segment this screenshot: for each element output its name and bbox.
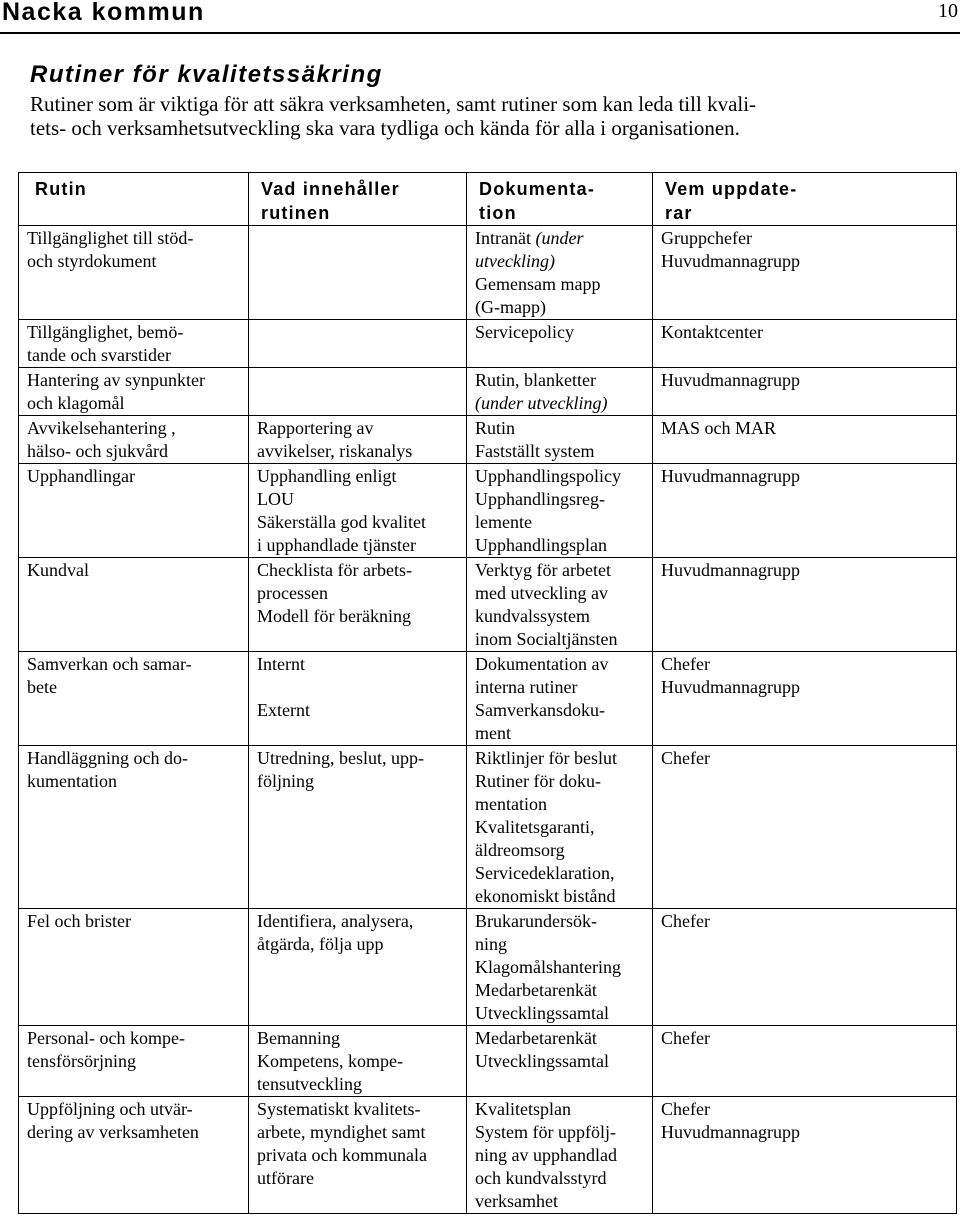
cell-line: Utvecklingssamtal xyxy=(475,1003,609,1023)
cell-rutin xyxy=(19,652,249,746)
cell-line: tande och svarstider xyxy=(27,345,171,365)
cell-vem xyxy=(653,464,957,558)
cell-line: Brukarundersök- xyxy=(475,911,597,931)
cell-line: Rapportering av xyxy=(257,418,374,438)
cell-innehall xyxy=(249,558,467,652)
table-row xyxy=(19,416,957,464)
intro-line: tets- och verksamhetsutveckling ska vara tydliga och kända för alla i organisationen. xyxy=(30,116,740,140)
cell-line: Intranät xyxy=(475,228,531,248)
section-title: Rutiner för kvalitetssäkring xyxy=(30,61,383,88)
cell-innehall xyxy=(249,652,467,746)
table-row xyxy=(19,1026,957,1097)
cell-line: ning xyxy=(475,934,508,954)
cell-vem xyxy=(653,1026,957,1097)
cell-line: Upphandling enligt xyxy=(257,466,397,486)
cell-line: Samverkan och samar- xyxy=(27,654,192,674)
cell-line: Huvudmannagrupp xyxy=(661,560,800,580)
cell-innehall xyxy=(249,746,467,909)
cell-innehall xyxy=(249,320,467,368)
cell-dokumentation xyxy=(467,464,653,558)
cell-line: och styrdokument xyxy=(27,251,157,271)
cell-line: tensutveckling xyxy=(257,1074,362,1094)
cell-innehall xyxy=(249,1026,467,1097)
cell-line: Upphandlingspolicy xyxy=(475,466,621,486)
intro-line: Rutiner som är viktiga för att säkra verksamheten, samt rutiner som kan leda till kvali- xyxy=(30,92,757,116)
cell-dokumentation xyxy=(467,320,653,368)
cell-line: mentation xyxy=(475,794,547,814)
cell-rutin xyxy=(19,746,249,909)
cell-vem xyxy=(653,746,957,909)
cell-vem xyxy=(653,909,957,1026)
header-rutin: Rutin xyxy=(19,173,249,226)
table-row xyxy=(19,226,957,320)
cell-vem xyxy=(653,320,957,368)
cell-line: (under xyxy=(535,228,584,248)
cell-line: inom Socialtjänsten xyxy=(475,629,618,649)
cell-line: Fel och brister xyxy=(27,911,131,931)
cell-line: privata och kommunala xyxy=(257,1145,427,1165)
cell-line: Chefer xyxy=(661,911,710,931)
cell-line: följning xyxy=(257,771,314,791)
cell-line: LOU xyxy=(257,489,294,509)
cell-line: hälso- och sjukvård xyxy=(27,441,168,461)
cell-line: System för uppfölj- xyxy=(475,1122,616,1142)
cell-dokumentation xyxy=(467,416,653,464)
cell-line: Systematiskt kvalitets- xyxy=(257,1099,421,1119)
cell-line: lemente xyxy=(475,512,532,532)
table-row xyxy=(19,558,957,652)
organization-name: Nacka kommun xyxy=(2,0,205,26)
cell-dokumentation xyxy=(467,368,653,416)
cell-line: Kvalitetsgaranti, xyxy=(475,817,595,837)
cell-line: (G-mapp) xyxy=(475,297,546,317)
cell-rutin xyxy=(19,558,249,652)
cell-line: avvikelser, riskanalys xyxy=(257,441,413,461)
cell-vem xyxy=(653,368,957,416)
cell-line: kundvalssystem xyxy=(475,606,590,626)
cell-line: ning av upphandlad xyxy=(475,1145,617,1165)
page-number: 10 xyxy=(938,0,958,22)
cell-line: (under utveckling) xyxy=(475,393,608,413)
cell-rutin xyxy=(19,464,249,558)
cell-rutin xyxy=(19,1097,249,1214)
cell-innehall xyxy=(249,226,467,320)
cell-line: Samverkansdoku- xyxy=(475,700,605,720)
cell-dokumentation xyxy=(467,746,653,909)
cell-line: Bemanning xyxy=(257,1028,340,1048)
cell-line: Chefer xyxy=(661,1028,710,1048)
header-innehall: Vad innehåller rutinen xyxy=(249,173,467,226)
cell-rutin xyxy=(19,368,249,416)
cell-dokumentation xyxy=(467,558,653,652)
cell-dokumentation xyxy=(467,652,653,746)
cell-innehall xyxy=(249,464,467,558)
cell-line: Chefer xyxy=(661,748,710,768)
table-row xyxy=(19,909,957,1026)
table-row xyxy=(19,1097,957,1214)
cell-line: Internt xyxy=(257,654,305,674)
cell-line: och klagomål xyxy=(27,393,125,413)
cell-line: ment xyxy=(475,723,511,743)
cell-line: Säkerställa god kvalitet xyxy=(257,512,426,532)
routines-table xyxy=(18,172,957,1214)
cell-rutin xyxy=(19,909,249,1026)
cell-line: Huvudmannagrupp xyxy=(661,677,800,697)
cell-line: verksamhet xyxy=(475,1191,558,1211)
cell-line: Huvudmannagrupp xyxy=(661,466,800,486)
blank-line xyxy=(257,676,462,699)
header-dokumentation: Dokumenta- tion xyxy=(467,173,653,226)
cell-line: Upphandlingsplan xyxy=(475,535,607,555)
cell-line: Fastställt system xyxy=(475,441,595,461)
cell-line: ekonomiskt bistånd xyxy=(475,886,616,906)
cell-line: Verktyg för arbetet xyxy=(475,560,611,580)
cell-vem xyxy=(653,416,957,464)
cell-line: Medarbetarenkät xyxy=(475,1028,597,1048)
cell-innehall xyxy=(249,1097,467,1214)
table-header-row xyxy=(19,173,957,226)
cell-line: Upphandlingsreg- xyxy=(475,489,605,509)
cell-line: i upphandlade tjänster xyxy=(257,535,416,555)
cell-line: processen xyxy=(257,583,328,603)
cell-line: Tillgänglighet, bemö- xyxy=(27,322,184,342)
cell-line: Klagomålshantering xyxy=(475,957,621,977)
cell-line: med utveckling av xyxy=(475,583,608,603)
cell-vem xyxy=(653,226,957,320)
cell-vem xyxy=(653,652,957,746)
cell-line: Modell för beräkning xyxy=(257,606,411,626)
cell-line: Riktlinjer för beslut xyxy=(475,748,617,768)
cell-rutin xyxy=(19,416,249,464)
cell-vem xyxy=(653,558,957,652)
cell-line: och kundvalsstyrd xyxy=(475,1168,607,1188)
cell-line: Chefer xyxy=(661,654,710,674)
cell-line: Checklista för arbets- xyxy=(257,560,412,580)
cell-line: utförare xyxy=(257,1168,314,1188)
cell-dokumentation xyxy=(467,909,653,1026)
cell-line: MAS och MAR xyxy=(661,418,777,438)
cell-line: Upphandlingar xyxy=(27,466,135,486)
cell-line: Kvalitetsplan xyxy=(475,1099,571,1119)
cell-line: Rutin xyxy=(475,418,516,438)
cell-line: Kompetens, kompe- xyxy=(257,1051,403,1071)
cell-line: kumentation xyxy=(27,771,117,791)
cell-line: Kontaktcenter xyxy=(661,322,763,342)
cell-vem xyxy=(653,1097,957,1214)
cell-line: Kundval xyxy=(27,560,89,580)
cell-innehall xyxy=(249,909,467,1026)
cell-line: Huvudmannagrupp xyxy=(661,1122,800,1142)
cell-line: Personal- och kompe- xyxy=(27,1028,185,1048)
cell-line: Gruppchefer xyxy=(661,228,752,248)
cell-line: Externt xyxy=(257,700,310,720)
cell-line: Servicepolicy xyxy=(475,322,574,342)
cell-line: Chefer xyxy=(661,1099,710,1119)
cell-line: Servicedeklaration, xyxy=(475,863,615,883)
table-row xyxy=(19,464,957,558)
cell-line: åtgärda, följa upp xyxy=(257,934,384,954)
table-row xyxy=(19,652,957,746)
cell-line: dering av verksamheten xyxy=(27,1122,199,1142)
cell-innehall xyxy=(249,416,467,464)
cell-line: tensförsörjning xyxy=(27,1051,136,1071)
cell-innehall xyxy=(249,368,467,416)
cell-line: Identifiera, analysera, xyxy=(257,911,414,931)
cell-dokumentation xyxy=(467,226,653,320)
cell-line: Tillgänglighet till stöd- xyxy=(27,228,194,248)
table-row xyxy=(19,746,957,909)
cell-line: Rutin, blanketter xyxy=(475,370,596,390)
cell-dokumentation xyxy=(467,1097,653,1214)
cell-line: Dokumentation av xyxy=(475,654,609,674)
header-vem-uppdaterar: Vem uppdate- rar xyxy=(653,173,957,226)
cell-line: Huvudmannagrupp xyxy=(661,370,800,390)
cell-dokumentation xyxy=(467,1026,653,1097)
cell-line: Handläggning och do- xyxy=(27,748,188,768)
cell-rutin xyxy=(19,226,249,320)
cell-line: Utredning, beslut, upp- xyxy=(257,748,424,768)
cell-rutin xyxy=(19,1026,249,1097)
cell-line: Gemensam mapp xyxy=(475,274,601,294)
cell-line: utveckling) xyxy=(475,251,555,271)
cell-line: arbete, myndighet samt xyxy=(257,1122,426,1142)
cell-line: Hantering av synpunkter xyxy=(27,370,205,390)
cell-line: äldreomsorg xyxy=(475,840,565,860)
cell-line: Uppföljning och utvär- xyxy=(27,1099,193,1119)
table-row xyxy=(19,368,957,416)
table-row xyxy=(19,320,957,368)
cell-line: interna rutiner xyxy=(475,677,578,697)
cell-line: Utvecklingssamtal xyxy=(475,1051,609,1071)
cell-line: Rutiner för doku- xyxy=(475,771,601,791)
cell-rutin xyxy=(19,320,249,368)
intro-paragraph xyxy=(30,92,940,140)
cell-line: Avvikelsehantering , xyxy=(27,418,176,438)
cell-line: bete xyxy=(27,677,57,697)
page-header xyxy=(0,0,960,34)
cell-line: Huvudmannagrupp xyxy=(661,251,800,271)
cell-line: Medarbetarenkät xyxy=(475,980,597,1000)
